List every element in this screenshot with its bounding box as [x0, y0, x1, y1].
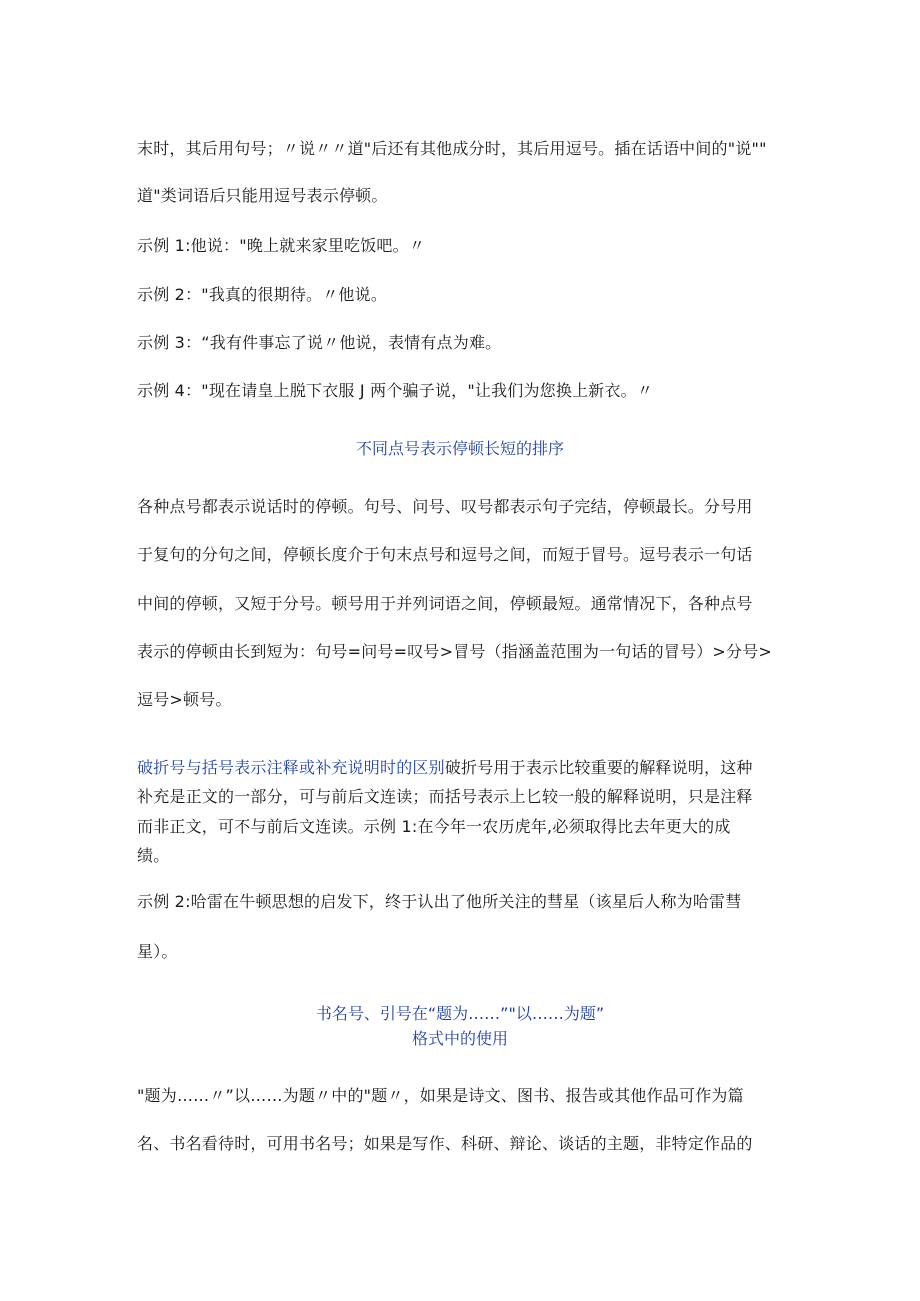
intro-example-4: 示例 4："现在请皇上脱下衣服 J 两个骗子说，"让我们为您换上新衣。〃: [137, 381, 654, 400]
dash-line-3: 而非正文，可不与前后文连读。示例 1:在今年一农历虎年,必须取得比去年更大的成: [137, 817, 731, 836]
pause-line-4: 表示的停顿由长到短为：句号=问号=叹号>冒号（指涵盖范围为一句话的冒号）>分号>: [137, 642, 773, 661]
pause-line-2: 于复句的分句之间，停顿长度介于句末点号和逗号之间，而短于冒号。逗号表示一句话: [137, 545, 753, 564]
dash-line-1: [137, 755, 753, 778]
title-line-2: 名、书名看待时，可用书名号；如果是写作、科研、辩论、谈话的主题，非特定作品的: [137, 1134, 753, 1153]
section-heading-title-marks-1: 书名号、引号在“题为……”"以……为题”: [315, 1004, 605, 1023]
section-heading-title-marks-2: 格式中的使用: [411, 1029, 508, 1048]
intro-example-2: 示例 2："我真的很期待。〃他说。: [137, 285, 388, 304]
title-line-1: "题为……〃”以……为题〃中的"题〃，如果是诗文、图书、报告或其他作品可作为篇: [137, 1086, 744, 1105]
pause-line-3: 中间的停顿，又短于分号。顿号用于并列词语之间，停顿最短。通常情况下，各种点号: [137, 594, 753, 613]
dash-line-2: 补充是正文的一部分，可与前后文连读；而括号表示上匕较一般的解释说明，只是注释: [137, 787, 753, 806]
intro-example-1: 示例 1:他说："晚上就来家里吃饭吧。〃: [137, 236, 426, 255]
dash-example-2-line-1: 示例 2:哈雷在牛顿思想的启发下，终于认出了他所关注的彗星（该星后人称为哈雷彗: [137, 892, 742, 911]
section-heading-dash-bracket: 破折号与括号表示注释或补充说明时的区别: [137, 758, 445, 777]
dash-line-1-text: 破折号用于表示比较重要的解释说明，这种: [444, 758, 753, 777]
section-heading-pause-order: 不同点号表示停顿长短的排序: [355, 439, 564, 458]
intro-line-1: 末时，其后用句号；〃说〃〃道"后还有其他成分时，其后用逗号。插在话语中间的"说"": [137, 139, 767, 158]
dash-example-2-line-2: 星）。: [137, 942, 178, 961]
intro-example-3: 示例 3：“我有件事忘了说〃他说，表情有点为难。: [137, 333, 502, 352]
pause-line-5: 逗号>顿号。: [137, 690, 232, 709]
pause-line-1: 各种点号都表示说话时的停顿。句号、问号、叹号都表示句子完结，停顿最长。分号用: [137, 497, 753, 516]
intro-line-2: 道"类词语后只能用逗号表示停顿。: [137, 186, 388, 205]
dash-line-4: 绩。: [137, 846, 170, 865]
